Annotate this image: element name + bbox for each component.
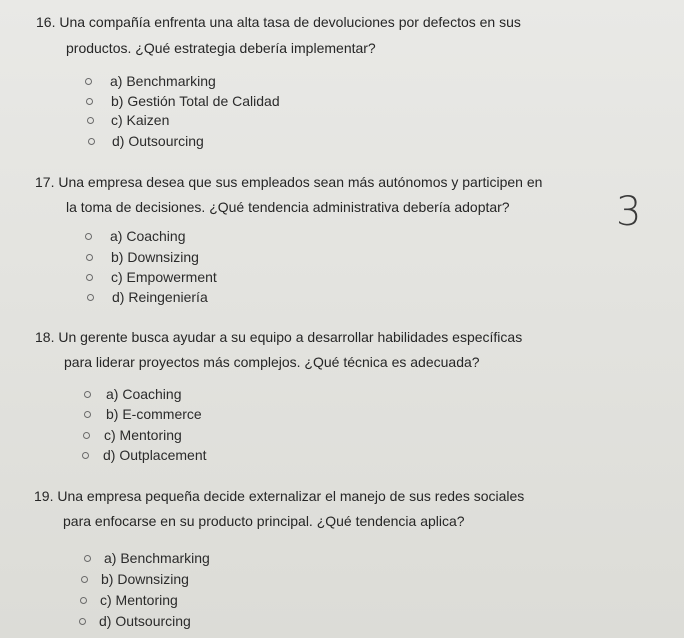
radio-bullet-icon[interactable] xyxy=(85,78,92,85)
radio-bullet-icon[interactable] xyxy=(81,576,88,583)
radio-bullet-icon[interactable] xyxy=(83,432,90,439)
question-text-line: para enfocarse en su producto principal. ¿Qué tendencia aplica? xyxy=(63,513,465,529)
answer-option[interactable]: d) Outsourcing xyxy=(0,133,684,153)
question-text-line: 17. Una empresa desea que sus empleados sean más autónomos y participen en xyxy=(35,174,543,190)
question-text-line: la toma de decisiones. ¿Qué tendencia administrativa debería adoptar? xyxy=(66,199,510,215)
question-text-line: 16. Una compañía enfrenta una alta tasa de devoluciones por defectos en sus xyxy=(36,14,521,30)
radio-bullet-icon[interactable] xyxy=(85,233,92,240)
radio-bullet-icon[interactable] xyxy=(87,294,94,301)
question-text-line: 19. Una empresa pequeña decide externalizar el manejo de sus redes sociales xyxy=(34,488,525,504)
answer-option[interactable]: d) Outplacement xyxy=(0,447,684,467)
radio-bullet-icon[interactable] xyxy=(88,138,95,145)
radio-bullet-icon[interactable] xyxy=(80,597,87,604)
answer-option[interactable]: a) Coaching xyxy=(0,386,684,406)
radio-bullet-icon[interactable] xyxy=(87,117,94,124)
question-text-line: para liderar proyectos más complejos. ¿Qué técnica es adecuada? xyxy=(64,354,480,370)
handwritten-mark: 3 xyxy=(616,189,642,235)
answer-option[interactable]: b) E-commerce xyxy=(0,406,684,426)
answer-option[interactable]: a) Benchmarking xyxy=(0,550,684,570)
question-text-line: 18. Un gerente busca ayudar a su equipo a desarrollar habilidades específicas xyxy=(35,329,523,345)
radio-bullet-icon[interactable] xyxy=(84,391,91,398)
answer-option[interactable]: d) Outsourcing xyxy=(0,613,684,633)
answer-option[interactable]: c) Kaizen xyxy=(0,112,684,132)
question-text-line: productos. ¿Qué estrategia debería implementar? xyxy=(66,40,376,56)
answer-option[interactable]: b) Downsizing xyxy=(0,571,684,591)
answer-option[interactable]: c) Mentoring xyxy=(0,427,684,447)
radio-bullet-icon[interactable] xyxy=(79,618,86,625)
radio-bullet-icon[interactable] xyxy=(84,555,91,562)
answer-option[interactable]: c) Mentoring xyxy=(0,592,684,612)
radio-bullet-icon[interactable] xyxy=(84,411,91,418)
answer-option[interactable]: b) Downsizing xyxy=(0,249,684,269)
radio-bullet-icon[interactable] xyxy=(82,452,89,459)
answer-option[interactable]: d) Reingeniería xyxy=(0,289,684,309)
answer-option[interactable]: a) Coaching xyxy=(0,228,684,248)
radio-bullet-icon[interactable] xyxy=(86,254,93,261)
radio-bullet-icon[interactable] xyxy=(86,98,93,105)
answer-option[interactable]: a) Benchmarking xyxy=(0,73,684,93)
answer-option[interactable]: c) Empowerment xyxy=(0,269,684,289)
answer-option[interactable]: b) Gestión Total de Calidad xyxy=(0,93,684,113)
radio-bullet-icon[interactable] xyxy=(86,274,93,281)
